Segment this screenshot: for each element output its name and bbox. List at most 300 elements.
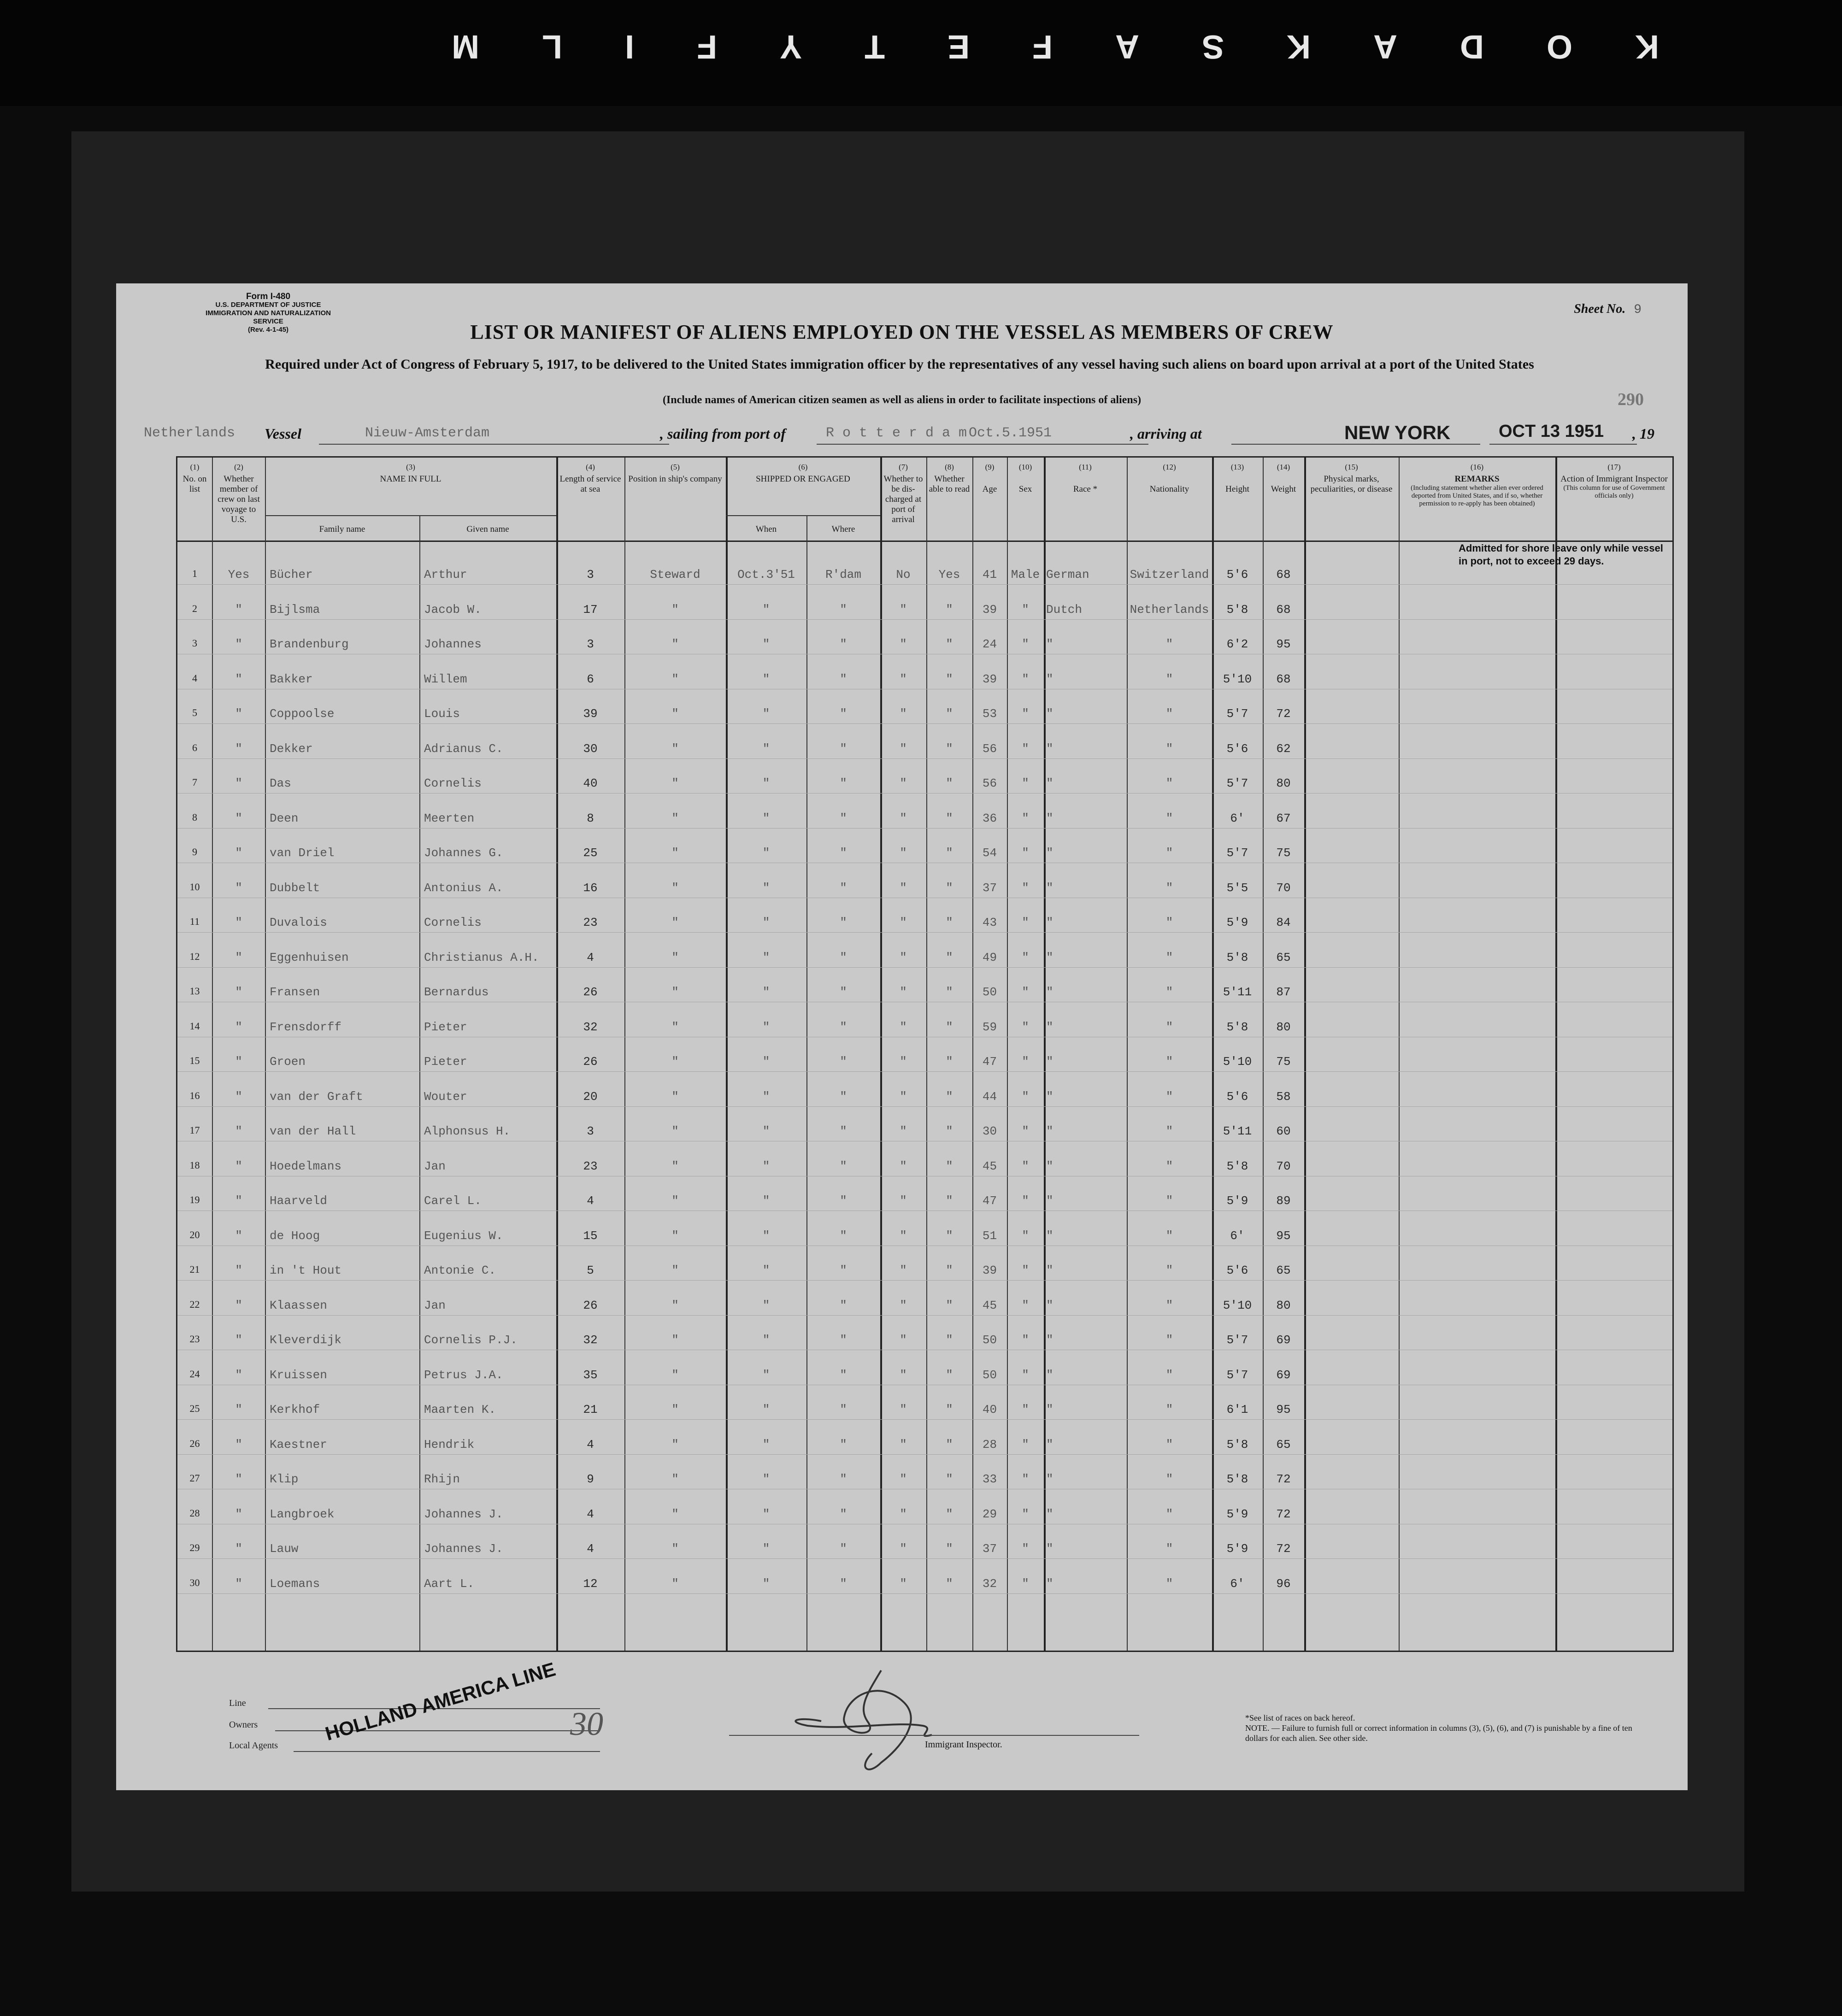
cell-no: 18 — [189, 1159, 200, 1171]
cell-race: " — [1046, 1159, 1053, 1173]
cell-given: Antonie C. — [424, 1264, 496, 1277]
cell-age: 39 — [982, 602, 997, 617]
cell-service: 35 — [583, 1368, 598, 1382]
cell-family: Coppoolse — [270, 707, 335, 721]
cell-discharge: " — [900, 846, 907, 860]
cell-prev: " — [235, 602, 242, 617]
inspector-signature — [729, 1652, 1052, 1790]
cell-family: Groen — [270, 1055, 306, 1069]
cell-service: 3 — [587, 1124, 594, 1138]
cell-where: " — [840, 776, 847, 790]
cell-height: 5'8 — [1226, 1159, 1248, 1173]
cell-sex: " — [1022, 916, 1029, 929]
cell-height: 5'9 — [1226, 1507, 1248, 1521]
cell-weight: 87 — [1276, 985, 1291, 999]
film-edge — [0, 0, 1842, 106]
cell-age: 47 — [982, 1194, 997, 1208]
film-edge-letter: T — [865, 28, 885, 65]
cell-nationality: " — [1165, 637, 1173, 651]
cell-where: " — [840, 1159, 847, 1173]
cell-given: Jan — [424, 1159, 446, 1173]
cell-read: " — [946, 1228, 953, 1243]
cell-position: " — [671, 1089, 679, 1104]
page-title: LIST OR MANIFEST OF ALIENS EMPLOYED ON THE VESSEL AS MEMBERS OF CREW — [470, 321, 1334, 343]
footnote-penalty: NOTE. — Failure to furnish full or correct information in columns (3), (5), (6), and (7) is punishable by a fine of ten dollars for each alien. See other side. — [1245, 1723, 1632, 1743]
cell-service: 8 — [587, 811, 594, 825]
cell-where: " — [840, 985, 847, 999]
cell-height: 6' — [1230, 1228, 1245, 1243]
cell-service: 4 — [587, 1507, 594, 1521]
cell-sex: " — [1022, 985, 1029, 999]
cell-nationality: " — [1165, 1437, 1173, 1452]
cell-nationality: " — [1165, 1264, 1173, 1277]
cell-position: " — [671, 1472, 679, 1486]
cell-where: " — [840, 707, 847, 721]
cell-nationality: " — [1165, 1089, 1173, 1104]
cell-height: 5'10 — [1223, 1055, 1252, 1069]
cell-prev: " — [235, 1507, 242, 1521]
cell-prev: " — [235, 985, 242, 999]
cell-read: " — [946, 916, 953, 929]
cell-read: " — [946, 1542, 953, 1556]
cell-age: 43 — [982, 916, 997, 929]
cell-prev: " — [235, 1159, 242, 1173]
cell-age: 53 — [982, 707, 997, 721]
cell-read: " — [946, 741, 953, 756]
manifest-sheet — [116, 283, 1688, 1790]
cell-sex: " — [1022, 741, 1029, 756]
cell-sex: " — [1022, 1542, 1029, 1556]
arrival-date-stamp: OCT 13 1951 — [1499, 422, 1604, 441]
cell-no: 3 — [192, 637, 197, 649]
film-edge-letter: A — [1373, 28, 1398, 65]
cell-when: " — [762, 707, 770, 721]
cell-height: 5'8 — [1226, 950, 1248, 964]
cell-discharge: " — [900, 1576, 907, 1591]
cell-height: 6' — [1230, 1576, 1245, 1591]
cell-discharge: " — [900, 1159, 907, 1173]
subtitle: Required under Act of Congress of February 5, 1917, to be delivered to the United States immigration officer by the representatives of any vessel having such aliens on board upon arrival at a port of the United States — [265, 357, 1534, 372]
cell-discharge: " — [900, 707, 907, 721]
cell-family: Langbroek — [270, 1507, 335, 1521]
cell-no: 17 — [189, 1124, 200, 1136]
cell-when: " — [762, 776, 770, 790]
cell-discharge: " — [900, 1472, 907, 1486]
cell-nationality: " — [1165, 1159, 1173, 1173]
cell-prev: " — [235, 1055, 242, 1069]
cell-race: " — [1046, 637, 1053, 651]
cell-nationality: " — [1165, 881, 1173, 895]
cell-sex: Male — [1011, 568, 1040, 582]
cell-race: " — [1046, 846, 1053, 860]
cell-weight: 65 — [1276, 1437, 1291, 1452]
cell-family: Haarveld — [270, 1194, 327, 1208]
cell-when: " — [762, 916, 770, 929]
cell-prev: " — [235, 1576, 242, 1591]
cell-prev: " — [235, 1403, 242, 1416]
cell-read: " — [946, 1159, 953, 1173]
cell-when: " — [762, 811, 770, 825]
cell-discharge: " — [900, 741, 907, 756]
film-edge-letter: A — [1115, 28, 1140, 65]
cell-nationality: " — [1165, 811, 1173, 825]
cell-prev: " — [235, 1089, 242, 1104]
header-shipped-or-engaged: SHIPPED OR ENGAGED — [756, 474, 850, 484]
cell-race: " — [1046, 1264, 1053, 1277]
cell-given: Petrus J.A. — [424, 1368, 503, 1382]
cell-race: " — [1046, 707, 1053, 721]
cell-family: Brandenburg — [270, 637, 349, 651]
cell-prev: " — [235, 1437, 242, 1452]
cell-discharge: " — [900, 1542, 907, 1556]
cell-height: 5'11 — [1223, 985, 1252, 999]
cell-weight: 68 — [1276, 568, 1291, 582]
cell-where: " — [840, 602, 847, 617]
cell-when: " — [762, 1437, 770, 1452]
cell-when: " — [762, 881, 770, 895]
cell-prev: " — [235, 637, 242, 651]
cell-given: Louis — [424, 707, 460, 721]
film-edge-letter: L — [542, 28, 563, 65]
cell-height: 5'6 — [1226, 1089, 1248, 1104]
cell-read: " — [946, 1124, 953, 1138]
cell-service: 32 — [583, 1333, 598, 1347]
cell-service: 26 — [583, 1055, 598, 1069]
cell-nationality: " — [1165, 1576, 1173, 1591]
vessel-name: Nieuw-Amsterdam — [365, 425, 490, 441]
cell-read: " — [946, 1368, 953, 1382]
local-agents-label: Local Agents — [229, 1740, 278, 1751]
cell-age: 37 — [982, 1542, 997, 1556]
cell-given: Cornelis P.J. — [424, 1333, 518, 1347]
cell-no: 28 — [189, 1507, 200, 1519]
cell-where: " — [840, 846, 847, 860]
immigrant-inspector-label: Immigrant Inspector. — [925, 1740, 1002, 1750]
cell-family: Klaassen — [270, 1298, 327, 1312]
cell-nationality: " — [1165, 1368, 1173, 1382]
cell-given: Bernardus — [424, 985, 489, 999]
cell-where: " — [840, 1542, 847, 1556]
cell-when: " — [762, 1298, 770, 1312]
cell-family: Kleverdijk — [270, 1333, 342, 1347]
cell-sex: " — [1022, 1472, 1029, 1486]
cell-sex: " — [1022, 1507, 1029, 1521]
cell-when: " — [762, 846, 770, 860]
cell-given: Aart L. — [424, 1576, 475, 1591]
cell-nationality: " — [1165, 1298, 1173, 1312]
cell-nationality: " — [1165, 1507, 1173, 1521]
cell-family: Duvalois — [270, 916, 327, 929]
cell-weight: 95 — [1276, 1228, 1291, 1243]
header-nationality: Nationality — [1149, 484, 1189, 494]
cell-where: " — [840, 1507, 847, 1521]
cell-given: Johannes J. — [424, 1507, 503, 1521]
cell-family: Deen — [270, 811, 299, 825]
cell-service: 4 — [587, 1437, 594, 1452]
cell-race: " — [1046, 811, 1053, 825]
cell-height: 5'7 — [1226, 1368, 1248, 1382]
cell-nationality: " — [1165, 1403, 1173, 1416]
cell-given: Jan — [424, 1298, 446, 1312]
film-edge-letter: F — [697, 28, 718, 65]
cell-when: " — [762, 672, 770, 686]
cell-read: " — [946, 602, 953, 617]
cell-discharge: " — [900, 1333, 907, 1347]
cell-when: " — [762, 1124, 770, 1138]
cell-where: " — [840, 1333, 847, 1347]
arriving-label: , arriving at — [1130, 425, 1202, 442]
cell-prev: " — [235, 1298, 242, 1312]
cell-read: " — [946, 1576, 953, 1591]
cell-family: Eggenhuisen — [270, 950, 349, 964]
cell-height: 6' — [1230, 811, 1245, 825]
film-edge-letter: E — [947, 28, 970, 65]
cell-sex: " — [1022, 1368, 1029, 1382]
stamp-number: 290 — [1618, 390, 1644, 409]
cell-service: 6 — [587, 672, 594, 686]
cell-family: van der Hall — [270, 1124, 356, 1138]
cell-race: " — [1046, 1298, 1053, 1312]
cell-weight: 72 — [1276, 1472, 1291, 1486]
header-sex: Sex — [1018, 484, 1032, 494]
cell-no: 24 — [189, 1368, 200, 1380]
cell-weight: 65 — [1276, 1264, 1291, 1277]
cell-position: " — [671, 881, 679, 895]
remarks-stamp: Admitted for shore leave only while vessel in port, not to exceed 29 days. — [1459, 542, 1663, 567]
service: IMMIGRATION AND NATURALIZATION SERVICE — [206, 309, 331, 325]
cell-race: " — [1046, 881, 1053, 895]
cell-discharge: " — [900, 916, 907, 929]
cell-race: " — [1046, 672, 1053, 686]
cell-no: 22 — [189, 1298, 200, 1310]
cell-family: van Driel — [270, 846, 335, 860]
line-label: Line — [229, 1698, 246, 1708]
cell-race: " — [1046, 1228, 1053, 1243]
cell-discharge: " — [900, 950, 907, 964]
cell-height: 5'10 — [1223, 1298, 1252, 1312]
cell-family: Bücher — [270, 568, 313, 582]
header-remarks-note: (Including statement whether alien ever ordered deported from United States, and if so, whether permission to re-apply has been obtained) — [1411, 484, 1543, 507]
cell-no: 15 — [189, 1055, 200, 1066]
cell-weight: 75 — [1276, 1055, 1291, 1069]
cell-nationality: Switzerland — [1130, 568, 1209, 582]
cell-weight: 68 — [1276, 602, 1291, 617]
cell-discharge: " — [900, 985, 907, 999]
cell-weight: 96 — [1276, 1576, 1291, 1591]
cell-where: " — [840, 637, 847, 651]
cell-read: " — [946, 707, 953, 721]
cell-no: 1 — [192, 568, 197, 579]
cell-when: " — [762, 1333, 770, 1347]
cell-discharge: " — [900, 1228, 907, 1243]
film-edge-letter: K — [1635, 28, 1659, 65]
cell-no: 4 — [192, 672, 197, 684]
header-discharged: Whether to be dis-charged at port of arrival — [883, 474, 923, 524]
cell-position: Steward — [650, 568, 700, 582]
header-height: Height — [1225, 484, 1249, 494]
cell-height: 5'7 — [1226, 1333, 1248, 1347]
cell-no: 29 — [189, 1542, 200, 1553]
cell-family: Das — [270, 776, 291, 790]
header-physical-marks: Physical marks, peculiarities, or disease — [1310, 474, 1393, 494]
cell-position: " — [671, 811, 679, 825]
header-where: Where — [831, 524, 855, 534]
cell-given: Johannes — [424, 637, 482, 651]
cell-no: 21 — [189, 1264, 200, 1275]
handwritten-count: 30 — [570, 1705, 603, 1742]
cell-position: " — [671, 1507, 679, 1521]
cell-race: " — [1046, 1124, 1053, 1138]
cell-age: 24 — [982, 637, 997, 651]
cell-sex: " — [1022, 776, 1029, 790]
cell-given: Antonius A. — [424, 881, 503, 895]
cell-no: 6 — [192, 741, 197, 753]
cell-sex: " — [1022, 1020, 1029, 1034]
cell-nationality: " — [1165, 985, 1173, 999]
cell-discharge: No — [896, 568, 911, 582]
cell-age: 44 — [982, 1089, 997, 1104]
vessel-line — [144, 422, 1678, 447]
cell-race: " — [1046, 1576, 1053, 1591]
cell-sex: " — [1022, 1194, 1029, 1208]
cell-race: " — [1046, 1403, 1053, 1416]
cell-position: " — [671, 1124, 679, 1138]
cell-age: 56 — [982, 741, 997, 756]
cell-age: 41 — [982, 568, 997, 582]
cell-height: 6'2 — [1226, 637, 1248, 651]
cell-where: " — [840, 1472, 847, 1486]
cell-age: 40 — [982, 1403, 997, 1416]
cell-age: 30 — [982, 1124, 997, 1138]
cell-race: " — [1046, 1507, 1053, 1521]
cell-nationality: " — [1165, 1124, 1173, 1138]
cell-prev: " — [235, 1472, 242, 1486]
header-able-to-read: Whether able to read — [929, 474, 970, 494]
sailing-date: Oct.5.1951 — [969, 425, 1052, 441]
header-family-name: Family name — [319, 524, 365, 534]
cell-prev: " — [235, 741, 242, 756]
cell-weight: 69 — [1276, 1368, 1291, 1382]
cell-height: 5'9 — [1226, 1194, 1248, 1208]
cell-where: " — [840, 1089, 847, 1104]
cell-sex: " — [1022, 811, 1029, 825]
cell-prev: " — [235, 916, 242, 929]
cell-service: 5 — [587, 1264, 594, 1277]
cell-height: 5'8 — [1226, 1472, 1248, 1486]
cell-service: 32 — [583, 1020, 598, 1034]
cell-read: Yes — [938, 568, 960, 582]
cell-no: 27 — [189, 1472, 200, 1484]
film-edge-letter: F — [1032, 28, 1053, 65]
cell-read: " — [946, 985, 953, 999]
cell-when: " — [762, 985, 770, 999]
cell-when: " — [762, 1055, 770, 1069]
cell-weight: 72 — [1276, 1542, 1291, 1556]
cell-family: Klip — [270, 1472, 299, 1486]
cell-nationality: " — [1165, 1333, 1173, 1347]
header-length-of-service: Length of service at sea — [559, 474, 621, 494]
cell-family: van der Graft — [270, 1089, 363, 1104]
header-position: Position in ship's company — [628, 474, 722, 484]
cell-where: " — [840, 1298, 847, 1312]
cell-weight: 65 — [1276, 950, 1291, 964]
cell-no: 8 — [192, 811, 197, 823]
cell-age: 36 — [982, 811, 997, 825]
cell-when: " — [762, 1576, 770, 1591]
cell-position: " — [671, 1228, 679, 1243]
film-edge-letter: K — [1287, 28, 1311, 65]
cell-discharge: " — [900, 776, 907, 790]
cell-prev: " — [235, 1020, 242, 1034]
cell-given: Eugenius W. — [424, 1228, 503, 1243]
cell-given: Jacob W. — [424, 602, 482, 617]
film-edge-letter: D — [1460, 28, 1484, 65]
cell-discharge: " — [900, 811, 907, 825]
cell-race: " — [1046, 1089, 1053, 1104]
cell-age: 39 — [982, 672, 997, 686]
header-weight: Weight — [1271, 484, 1296, 494]
cell-service: 4 — [587, 950, 594, 964]
cell-read: " — [946, 881, 953, 895]
cell-nationality: " — [1165, 672, 1173, 686]
cell-age: 56 — [982, 776, 997, 790]
cell-race: " — [1046, 985, 1053, 999]
year-prefix: , 19 — [1632, 425, 1654, 442]
cell-where: " — [840, 1228, 847, 1243]
cell-sex: " — [1022, 846, 1029, 860]
cell-weight: 69 — [1276, 1333, 1291, 1347]
cell-prev: " — [235, 776, 242, 790]
include-note: (Include names of American citizen seamen as well as aliens in order to facilitate inspections of aliens) — [662, 394, 1142, 406]
cell-discharge: " — [900, 672, 907, 686]
cell-read: " — [946, 846, 953, 860]
cell-when: Oct.3'51 — [737, 568, 795, 582]
cell-weight: 95 — [1276, 637, 1291, 651]
cell-discharge: " — [900, 637, 907, 651]
cell-age: 50 — [982, 985, 997, 999]
cell-position: " — [671, 1403, 679, 1416]
film-edge-letter: M — [452, 28, 480, 65]
cell-sex: " — [1022, 1159, 1029, 1173]
holland-america-line-stamp: HOLLAND AMERICA LINE — [323, 1658, 558, 1745]
cell-height: 5'6 — [1226, 1264, 1248, 1277]
cell-age: 47 — [982, 1055, 997, 1069]
cell-sex: " — [1022, 1333, 1029, 1347]
cell-prev: " — [235, 1333, 242, 1347]
department: U.S. DEPARTMENT OF JUSTICE — [215, 301, 321, 309]
cell-sex: " — [1022, 1089, 1029, 1104]
manifest-table: (1) No. on list (2) Whether member of crew on last voyage to U.S. (3) NAME IN FULL Family name Given name (4) Length of service at sea (5) Position in ship's company (6) SHIPPED OR ENGAGED When Where (7) Whether to be dis-charged at port of arrival (8) Whether able to read (9) Age (10) Sex (11) Race * (12) Nationality (13) Height (14) Weight (15) Physical marks, peculiarities, or disease (16) REMARKS (Including statement whether alien ever ordered deported from United States, and if so, whether permission to re-apply has been obtained) (17) Action of Immigrant Inspector (This column for use of Government officials only) Admitted for shore leave only while vessel in port, not to exceed 29 days. 1 Yes Bücher Arthur 3 Steward Oct.3'51 R'dam No Yes 41 Male German Switzerland 5'6 68 2 " Bijlsma Jacob W. 17 " " " " " 39 " Dutch Netherlands 5'8 68 3 " Brandenburg Johannes 3 " " " " " 24 " " " 6'2 95 4 " Bakker Willem 6 " " " " " 39 " " " 5'10 68 5 " Coppoolse Louis 39 " " " " " 53 " " " 5'7 72 6 " Dekker Adrianus C. 30 " " " " " 56 " " " 5'6 62 7 " Das Cornelis 40 " " " " " 56 " " " 5'7 80 8 " Deen Meerten 8 " " " " " 36 " " " 6' 67 9 " van Driel Johannes G. 25 " " " " " 54 " " " 5'7 75 10 " Dubbelt Antonius A. 16 " " " " " 37 " " " 5'5 70 11 " Duvalois Cornelis 23 " " " " " 43 " " " 5'9 84 12 " Eggenhuisen Christianus A.H. 4 " " " " " 49 " " " 5'8 65 13 " Fransen Bernardus 26 " " " " " 50 " " " 5'11 87 14 " Frensdorff Pieter 32 " " " " " 59 " " " 5'8 80 15 " Groen Pieter 26 " " " " " 47 " " " 5'10 75 16 " van der Graft Wouter 20 " " " " " 44 " " " 5'6 58 17 " van der Hall Alphonsus H. 3 " " " " " 30 " " " 5'11 60 18 " Hoedelmans Jan 23 " " " " " 45 " " " 5'8 70 19 " Haarveld Carel L. 4 " " " " " 47 " " " 5'9 89 20 " de Hoog Eugenius W. 15 " " " " " 51 " " " 6' 95 21 " in 't Hout Antonie C. 5 " " " " " 39 " " " 5'6 65 22 " Klaassen Jan 26 " " " " " 45 " " " 5'10 80 23 " Kleverdijk Cornelis P.J. 32 " " " " " 50 " " " 5'7 69 24 " Kruissen Petrus J.A. 35 " " " " " 50 " " " 5'7 69 25 " Kerkhof Maarten K. 21 " " " " " 40 " " " 6'1 95 26 " Kaestner Hendrik 4 " " " " " 28 " " " 5'8 65 27 " Klip Rhijn 9 " " " " " 33 " " " 5'8 72 28 " Langbroek Johannes J. 4 " " " " " 29 " " " 5'9 72 29 " Lauw Johannes J. 4 " " " " " 37 " " " 5'9 72 30 " Loemans Aart L. 12 " " " " " 32 " " " 6' 96 — [176, 456, 1674, 1652]
footnote-races: *See list of races on back hereof. — [1245, 1713, 1355, 1722]
cell-no: 13 — [189, 985, 200, 997]
cell-prev: Yes — [228, 568, 250, 582]
cell-age: 39 — [982, 1264, 997, 1277]
cell-weight: 60 — [1276, 1124, 1291, 1138]
cell-race: " — [1046, 1194, 1053, 1208]
cell-weight: 95 — [1276, 1403, 1291, 1416]
cell-service: 12 — [583, 1576, 598, 1591]
cell-family: Frensdorff — [270, 1020, 342, 1034]
cell-given: Meerten — [424, 811, 475, 825]
footnote — [1245, 1713, 1655, 1743]
cell-weight: 89 — [1276, 1194, 1291, 1208]
cell-height: 5'7 — [1226, 776, 1248, 790]
cell-service: 30 — [583, 741, 598, 756]
sheet-number — [1574, 302, 1642, 317]
cell-discharge: " — [900, 1403, 907, 1416]
vessel-flag: Netherlands — [144, 425, 235, 441]
cell-sex: " — [1022, 637, 1029, 651]
